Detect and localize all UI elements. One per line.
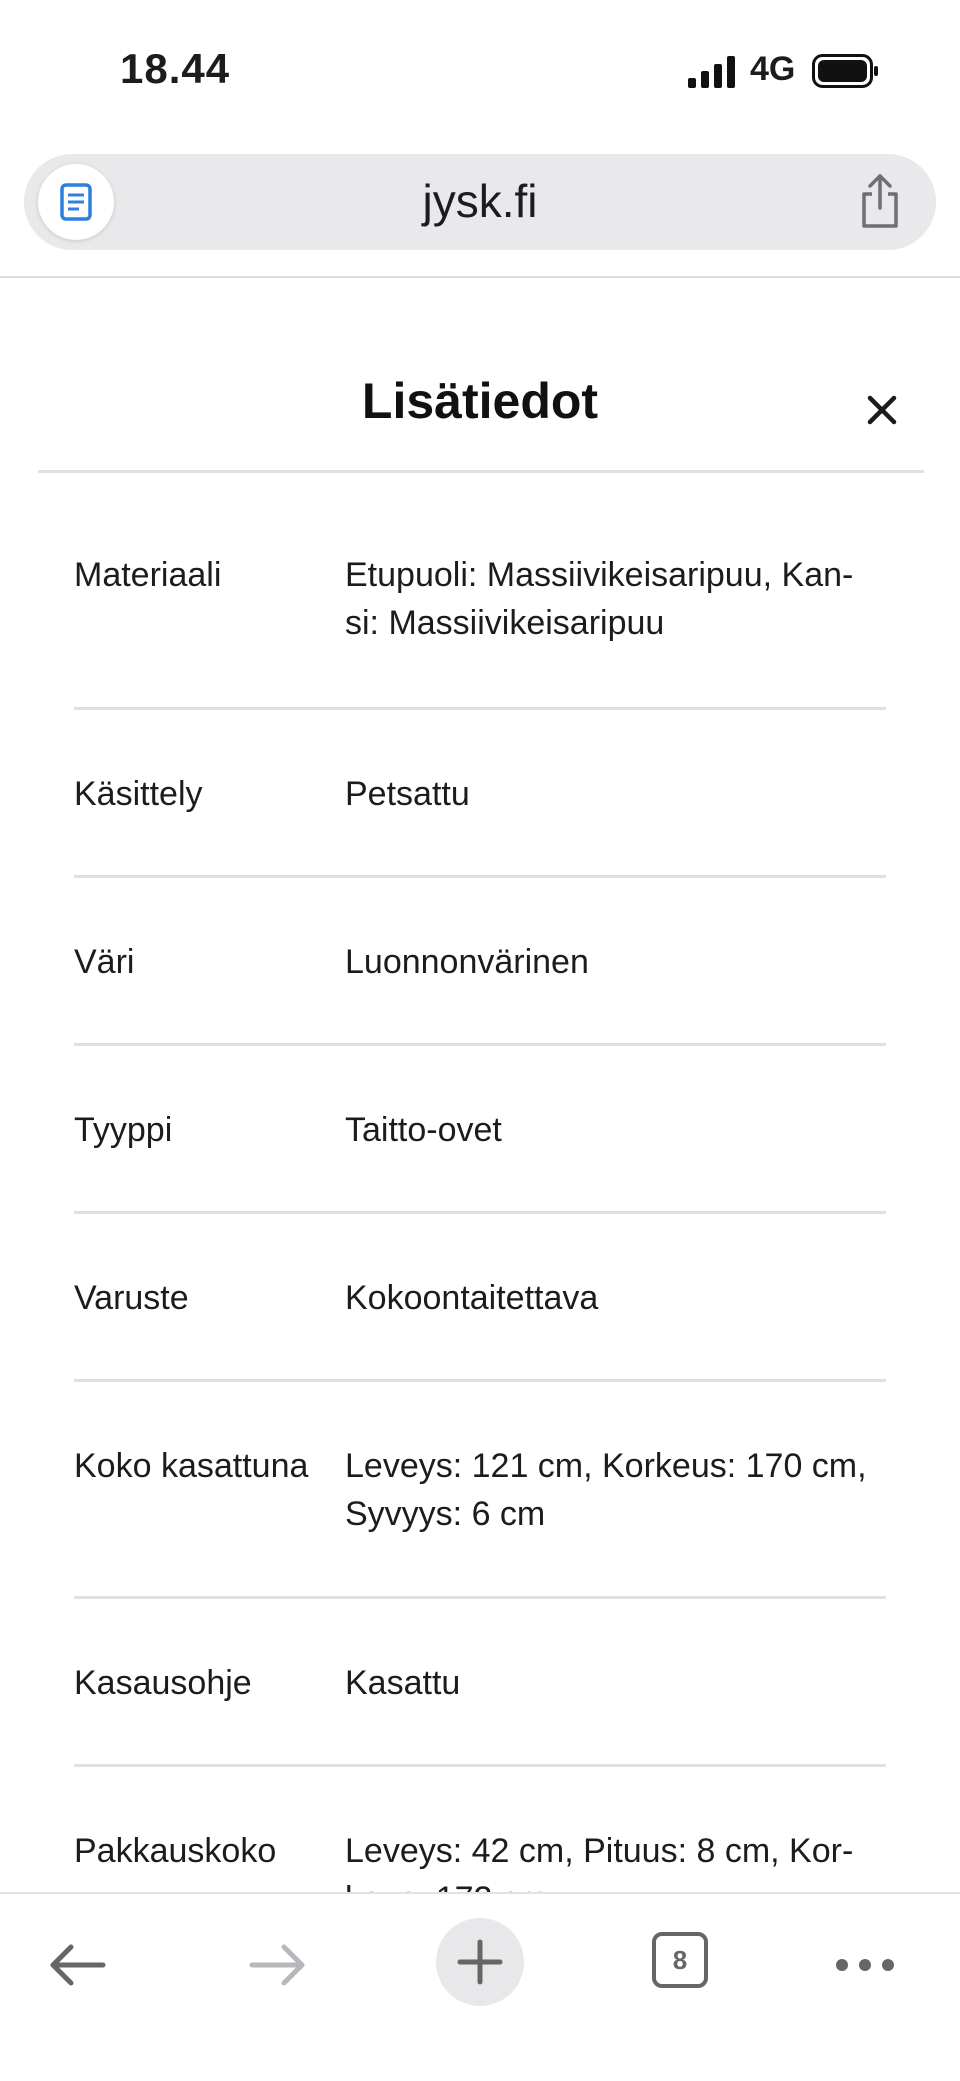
spec-label: Koko kasattuna bbox=[74, 1447, 309, 1485]
spec-row-kasittely bbox=[74, 710, 886, 878]
spec-label: Käsittely bbox=[74, 775, 203, 813]
forward-arrow-icon bbox=[248, 1943, 308, 1987]
spec-label: Kasausohje bbox=[74, 1664, 252, 1702]
url-text[interactable]: jysk.fi bbox=[422, 175, 538, 227]
more-icon bbox=[835, 1958, 895, 1972]
more-button[interactable] bbox=[815, 1920, 915, 2010]
battery-icon bbox=[812, 54, 880, 88]
new-tab-button[interactable] bbox=[436, 1918, 524, 2006]
divider bbox=[0, 276, 960, 278]
spec-label: Tyyppi bbox=[74, 1111, 173, 1149]
spec-value: Kokoontaitettava bbox=[345, 1279, 599, 1317]
spec-value: Petsattu bbox=[345, 775, 470, 813]
spec-row-varuste bbox=[74, 1214, 886, 1382]
network-type: 4G bbox=[750, 50, 796, 88]
spec-label: Varuste bbox=[74, 1279, 189, 1317]
tab-count: 8 bbox=[672, 1944, 688, 1975]
back-button[interactable] bbox=[27, 1920, 127, 2010]
spec-label: Materiaali bbox=[74, 556, 222, 594]
spec-value: Etupuoli: Massiivikeisaripuu, Kan-si: Massiivikeisaripuu bbox=[345, 556, 854, 642]
spec-table bbox=[74, 473, 886, 1967]
spec-row-koko-kasattuna bbox=[74, 1382, 886, 1599]
status-time: 18.44 bbox=[120, 45, 231, 92]
spec-row-vari bbox=[74, 878, 886, 1046]
spec-value: Leveys: 42 cm, Pituus: 8 cm, Kor- bbox=[345, 1832, 854, 1870]
spec-row-tyyppi bbox=[74, 1046, 886, 1214]
status-bar bbox=[0, 0, 960, 140]
tabs-button[interactable] bbox=[652, 1932, 708, 1988]
modal-title: Lisätiedot bbox=[361, 373, 599, 429]
address-bar[interactable] bbox=[24, 154, 936, 250]
spec-value: Kasattu bbox=[345, 1664, 461, 1702]
spec-row-kasausohje bbox=[74, 1599, 886, 1767]
cellular-signal-icon bbox=[688, 56, 738, 88]
spec-label: Väri bbox=[74, 943, 135, 981]
spec-value: Taitto-ovet bbox=[345, 1111, 502, 1149]
spec-value: Leveys: 121 cm, Korkeus: 170 cm, Syvyys: 6 cm bbox=[345, 1447, 867, 1533]
spec-row-materiaali bbox=[74, 473, 886, 710]
bottom-toolbar bbox=[0, 1892, 960, 2081]
forward-button[interactable] bbox=[228, 1920, 328, 2010]
close-icon[interactable] bbox=[862, 390, 902, 430]
back-arrow-icon bbox=[47, 1943, 107, 1987]
spec-label: Pakkauskoko bbox=[74, 1832, 277, 1870]
spec-value: Luonnonvärinen bbox=[345, 943, 589, 981]
share-icon[interactable] bbox=[856, 172, 904, 232]
plus-icon bbox=[456, 1938, 504, 1986]
